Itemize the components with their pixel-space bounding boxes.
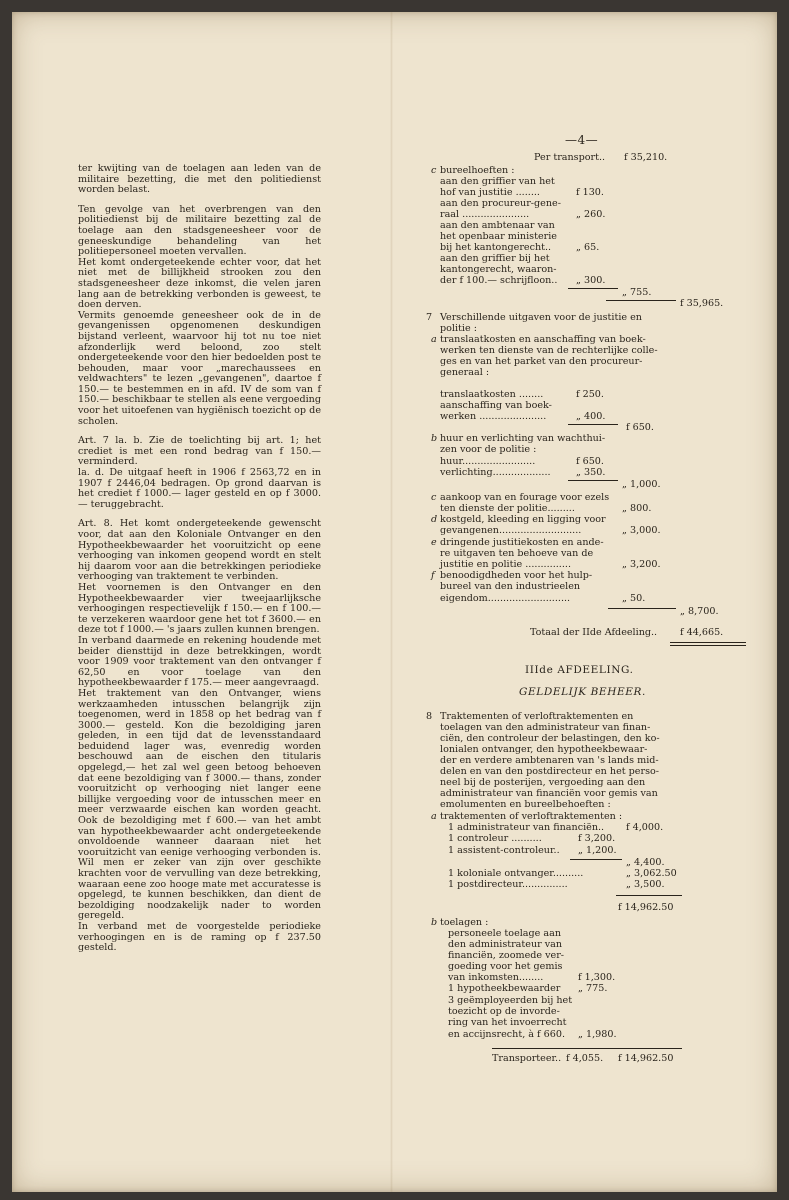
line: eigendom........................... — [440, 593, 571, 604]
amount: „ 400. — [576, 411, 606, 422]
line: financiën, zoomede ver- — [448, 950, 565, 961]
amount: „ 260. — [576, 209, 606, 220]
line: huur........................ — [440, 456, 536, 467]
line: aan den procureur-gene- — [440, 198, 561, 209]
item-title: Traktementen of verloftraktementen en — [440, 711, 634, 722]
item-title: delen en van den postdirecteur en het perso- — [440, 766, 660, 777]
item-letter: a — [431, 334, 437, 345]
line: het openbaar ministerie — [440, 231, 557, 242]
item-title: neel bij de posterijen, vergoeding aan den — [440, 777, 646, 788]
line: zen voor de politie : — [440, 444, 537, 455]
grand-total-amount: f 44,665. — [680, 627, 724, 638]
amount: „ 3,000. — [622, 525, 661, 536]
subtotal: „ 1,000. — [622, 479, 661, 490]
page-number: —4— — [565, 133, 599, 147]
item-title: toelagen van den administrateur van finan- — [440, 722, 651, 733]
line: aankoop van en fourage voor ezels — [440, 492, 610, 503]
line: 1 administrateur van financiën.. — [448, 822, 605, 833]
line: generaal : — [440, 367, 490, 378]
line: 3 geëmployeerden bij het — [448, 995, 573, 1006]
section-title: bureelhoeften : — [440, 165, 515, 176]
line: van inkomsten........ — [448, 972, 544, 983]
line: bij het kantongerecht.. — [440, 242, 552, 253]
line: ten dienste der politie......... — [440, 503, 575, 514]
total-rule — [670, 645, 746, 646]
paragraph: ter kwijting van de toelagen aan leden van de militaire bezetting, die met den politiedienst worden belast. — [78, 163, 321, 196]
item-letter: d — [431, 514, 438, 525]
section-heading: IIIde AFDEELING. — [525, 664, 634, 676]
amount: „ 1,200. — [578, 845, 617, 856]
amount: „ 4,400. — [626, 857, 665, 868]
item-number: 8 — [426, 711, 433, 722]
transporteer-amount: f 4,055. — [566, 1053, 604, 1064]
item-title: der en verdere ambtenaren van 's lands mid- — [440, 755, 659, 766]
sum-rule — [616, 895, 682, 896]
transporteer-label: Transporteer.. — [492, 1053, 562, 1064]
line: bureel van den industrieelen — [440, 581, 581, 592]
item-number: 7 — [426, 312, 433, 323]
line: toelagen : — [440, 917, 489, 928]
line: den administrateur van — [448, 939, 563, 950]
paragraph: Art. 7 la. b. Zie de toelichting bij art. 1; het crediet is met een rond bedrag van f 150.— verminderd. — [78, 435, 321, 468]
line: toezicht op de invorde- — [448, 1006, 560, 1017]
amount: „ 775. — [578, 983, 608, 994]
paragraph: Ten gevolge van het overbrengen van den politiedienst bij de militaire bezetting zal de toelage aan den stadsgeneesheer voor de geneeskundige behandeling van het politiepersoneel moeten vervallen. — [78, 203, 321, 258]
sum-rule — [492, 1048, 682, 1049]
amount: „ 65. — [576, 242, 600, 253]
line: kantongerecht, waaron- — [440, 264, 557, 275]
item-letter: b — [431, 433, 438, 444]
line: werken ...................... — [440, 411, 547, 422]
sum-rule — [608, 608, 676, 609]
amount: „ 1,980. — [578, 1029, 617, 1040]
amount: f 3,200. — [578, 833, 616, 844]
amount: f 130. — [576, 187, 604, 198]
line: aanschaffing van boek- — [440, 400, 552, 411]
item-title: administrateur van financiën voor gemis van — [440, 788, 658, 799]
paragraph: Het voornemen is den Ontvanger en den Hypotheekbewaarder vier tweejaarlijksche verhoogingen respectievelijk f 150.— en f 100.— te verzekeren waardoor gene het tot f 3600.— en deze tot f 1000.— 's jaars zullen kunnen brengen. — [78, 581, 321, 636]
line: ring van het invoerrecht — [448, 1017, 567, 1028]
line: hof van justitie ........ — [440, 187, 540, 198]
paragraph: In verband met de voorgestelde periodieke verhoogingen en is de raming op f 237.50 gesteld. — [78, 920, 321, 954]
sum-rule — [606, 300, 676, 301]
item-letter: b — [431, 917, 438, 928]
amount: „ 3,062.50 — [626, 868, 677, 879]
line: re uitgaven ten behoeve van de — [440, 548, 594, 559]
line: traktementen of verloftraktementen : — [440, 811, 623, 822]
left-column — [78, 164, 321, 954]
amount: „ 800. — [622, 503, 652, 514]
line: ges en van het parket van den procureur- — [440, 356, 643, 367]
paragraph: Vermits genoemde geneesheer ook de in de gevangenissen opgenomenen deskundigen bijstand verleent, waarvoor hij tot nu toe niet afzonderlijk werd beloond, zoo stelt ondergeteekende voor den hier bedoelden post te behouden, maar voor „marechaussees en veldwachters" te lezen „gevangenen", daartoe f 150.— te bestemmen en in afd. IV de som van f 150.— beschikbaar te stellen als eene vergoeding voor het uitoefenen van hygiënisch toezicht op de scholen. — [78, 309, 321, 427]
line: personeele toelage aan — [448, 928, 562, 939]
paragraph: Art. 8. Het komt ondergeteekende gewenscht voor, dat aan den Koloniale Ontvanger en den Hypotheekbewaarder het vooruitzicht op eene verhooging van inkomen geopend wordt en stelt hij daarom voor aan die betrekkingen periodieke verhooging van traktement te verbinden. — [78, 518, 321, 583]
paragraph: Het komt ondergeteekende echter voor, dat het niet met de billijkheid strooken zou den stadsgeneesheer deze inkomst, die velen jaren lang aan de betrekking verbonden is geweest, te doen derven. — [78, 256, 321, 311]
line: translaatkosten ........ — [440, 389, 544, 400]
line: justitie en politie ............... — [440, 559, 572, 570]
line: kostgeld, kleeding en ligging voor — [440, 514, 606, 525]
line: 1 controleur .......... — [448, 833, 542, 844]
item-letter: f — [431, 570, 435, 581]
line: translaatkosten en aanschaffing van boek- — [440, 334, 646, 345]
item-title: ciën, den controleur der belastingen, den ko- — [440, 733, 660, 744]
line: 1 postdirecteur............... — [448, 879, 568, 890]
sum-rule — [568, 424, 618, 425]
item-title: Verschillende uitgaven voor de justitie en — [440, 312, 642, 323]
amount: „ 3,500. — [626, 879, 665, 890]
amount: f 250. — [576, 389, 604, 400]
line: goeding voor het gemis — [448, 961, 563, 972]
item-title: emolumenten en bureelbehoeften : — [440, 799, 611, 810]
subtotal: f 650. — [626, 422, 654, 433]
transport-label: Per transport.. — [534, 152, 606, 163]
amount: „ 350. — [576, 467, 606, 478]
total: f 35,965. — [680, 298, 724, 309]
transporteer-total: f 14,962.50 — [618, 1053, 674, 1064]
amount: „ 50. — [622, 593, 646, 604]
line: aan den ambtenaar van — [440, 220, 555, 231]
paragraph: la. d. De uitgaaf heeft in 1906 f 2563,72 en in 1907 f 2446,04 bedragen. Op grond daarvan is het crediet f 1000.— lager gesteld en op f 3000.— teruggebracht. — [78, 467, 321, 510]
item-title: politie : — [440, 323, 477, 334]
amount: „ 300. — [576, 275, 606, 286]
line: huur en verlichting van wachthui- — [440, 433, 606, 444]
document-page — [12, 12, 777, 1192]
amount: f 650. — [576, 456, 604, 467]
item-title: lonialen ontvanger, den hypotheekbewaar- — [440, 744, 648, 755]
total: „ 8,700. — [680, 606, 719, 617]
amount: f 1,300. — [578, 972, 616, 983]
line: dringende justitiekosten en ande- — [440, 537, 604, 548]
line: en accijnsrecht, à f 660. — [448, 1029, 566, 1040]
line: aan den griffier bij het — [440, 253, 550, 264]
total-rule — [670, 642, 746, 643]
transport-amount: f 35,210. — [624, 152, 668, 163]
sum-rule — [568, 288, 618, 289]
line: 1 koloniale ontvanger.......... — [448, 868, 584, 879]
line: 1 hypotheekbewaarder — [448, 983, 561, 994]
subtotal: f 14,962.50 — [618, 902, 674, 913]
line: aan den griffier van het — [440, 176, 555, 187]
section-subheading: GELDELIJK BEHEER. — [519, 686, 646, 698]
line: 1 assistent-controleur.. — [448, 845, 560, 856]
item-letter: c — [431, 165, 437, 176]
amount: „ 3,200. — [622, 559, 661, 570]
subtotal: „ 755. — [622, 287, 652, 298]
line: raal ...................... — [440, 209, 530, 220]
item-letter: c — [431, 492, 437, 503]
line: verlichting................... — [440, 467, 551, 478]
line: benoodigdheden voor het hulp- — [440, 570, 593, 581]
item-letter: e — [431, 537, 437, 548]
sum-rule — [570, 859, 622, 860]
line: werken ten dienste van de rechterlijke colle- — [440, 345, 658, 356]
item-letter: a — [431, 811, 437, 822]
line: der f 100.— schrijfloon.. — [440, 275, 558, 286]
grand-total-label: Totaal der IIde Afdeeling.. — [530, 627, 658, 638]
paragraph: Het traktement van den Ontvanger, wiens werkzaamheden intusschen belangrijk zijn toegenomen, werd in 1858 op het bedrag van f 3000.— gesteld. Kon die bezoldiging jaren geleden, in een tijd dat de levensstandaard beduidend lager was, evenredig worden beschouwd aan de eischen den titularis opgelegd,— het zal wel geen betoog behoeven dat eene bezoldiging van f 3000.— thans, zonder vooruitzicht op verhooging niet langer eene billijke vergoeding voor de intusschen meer en meer verzwaarde eischen kan worden geacht. Ook de bezoldiging met f 600.— van het ambt van hypotheekbewaarder acht ondergeteekende onvoldoende wanneer daaraan niet het vooruitzicht van eenige verhooging verbonden is. Wil men er zeker van zijn over geschikte krachten voor de vervulling van deze betrekking, waaraan eene zoo hooge mate met accuratesse is opgelegd, te kunnen beschikken, dan dient de bezoldiging noodzakelijk nader to worden geregeld. — [78, 687, 321, 922]
paragraph: In verband daarmede en rekening houdende met beider diensttijd in deze betrekkingen, wordt voor 1909 voor traktement van den ontvanger f 62,50 en voor toelage van den hypotheekbewaarder f 175.— meer aangevraagd. — [78, 634, 321, 689]
line: gevangenen........................... — [440, 525, 582, 536]
amount: f 4,000. — [626, 822, 664, 833]
page-fold — [390, 12, 393, 1192]
sum-rule — [568, 480, 618, 481]
